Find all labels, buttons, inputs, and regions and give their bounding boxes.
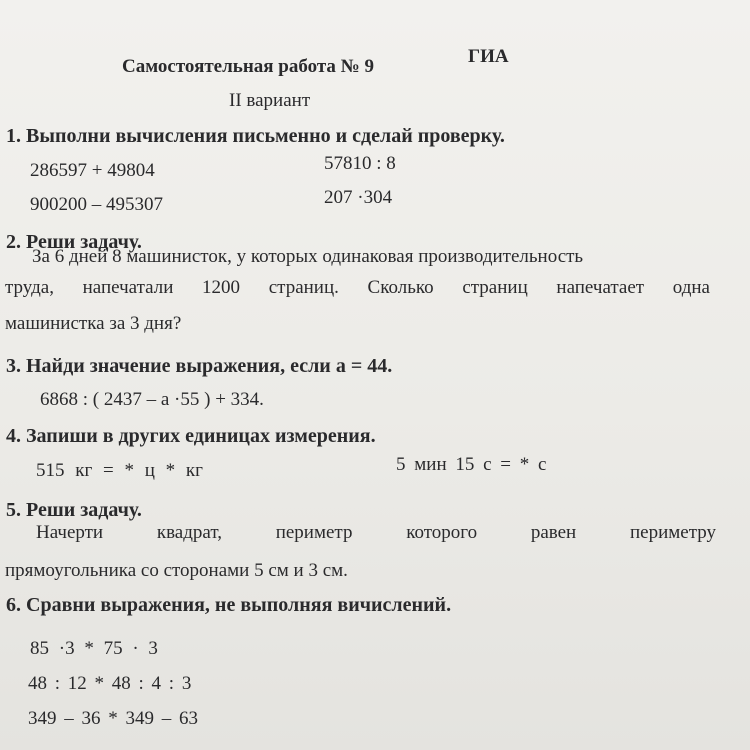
- task-4-heading: 4. Запиши в других единицах измерения.: [6, 425, 376, 447]
- task-6-item: 48 : 12 * 48 : 4 : 3: [28, 673, 192, 694]
- task-2-text-line: За 6 дней 8 машинисток, у которых одинаковая производительность: [32, 246, 584, 267]
- task-5-word: которого: [406, 522, 478, 543]
- task-1-heading: 1. Выполни вычисления письменно и сделай проверку.: [6, 125, 505, 147]
- task-6-item: 349 – 36 * 349 – 63: [28, 708, 198, 729]
- task-5-heading: 5. Реши задачу.: [6, 499, 142, 521]
- task-5-word: Начерти: [36, 522, 104, 543]
- task-5-word: квадрат,: [156, 522, 222, 543]
- task-1-item: 900200 – 495307: [30, 194, 163, 215]
- task-1-item: 207 ·304: [324, 187, 393, 208]
- task-5-text-line: [36, 522, 716, 544]
- task-6-heading: 6. Сравни выражения, не выполняя вичислений.: [6, 594, 452, 616]
- task-5-word: равен: [530, 522, 577, 543]
- variant-label: II вариант: [229, 90, 311, 111]
- worksheet-tag: ГИА: [468, 46, 509, 67]
- task-4-item: 5 мин 15 с = * с: [396, 454, 547, 475]
- task-2-text-line: машинистка за 3 дня?: [5, 313, 182, 334]
- task-3-expression: 6868 : ( 2437 – а ·55 ) + 334.: [40, 389, 264, 410]
- task-5-word: периметру: [629, 522, 716, 543]
- task-5-text-line: прямоугольника со сторонами 5 см и 3 см.: [5, 560, 348, 581]
- task-1-item: 57810 : 8: [324, 153, 396, 174]
- task-4-item: 515 кг = * ц * кг: [36, 460, 203, 481]
- task-5-word: периметр: [275, 522, 353, 543]
- task-2-heading: 2. Реши задачу.: [6, 231, 142, 253]
- task-6-item: 85 ·3 * 75 · 3: [30, 638, 158, 659]
- task-3-heading: 3. Найди значение выражения, если а = 44.: [6, 355, 393, 377]
- worksheet-title: Самостоятельная работа № 9: [122, 56, 375, 77]
- task-1-item: 286597 + 49804: [30, 160, 155, 181]
- task-2-text-line: труда, напечатали 1200 страниц. Сколько страниц напечатает одна: [5, 277, 710, 298]
